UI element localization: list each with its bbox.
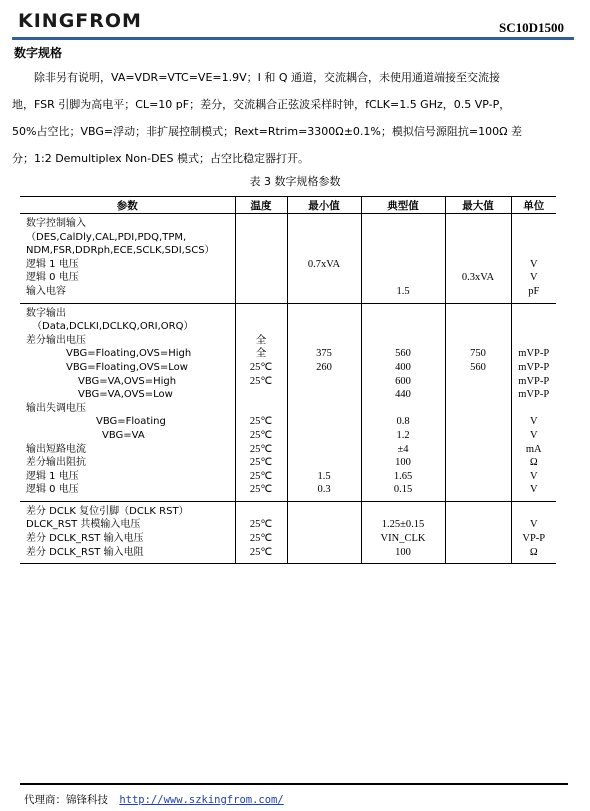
unit-value: V bbox=[529, 416, 538, 428]
max-value bbox=[446, 217, 511, 231]
unit-value: mVP-P bbox=[518, 389, 550, 401]
temp-value bbox=[236, 307, 287, 321]
header-temp: 温度 bbox=[235, 197, 287, 214]
min-value bbox=[288, 217, 361, 231]
footer-link[interactable]: http://www.szkingfrom.com/ bbox=[119, 794, 284, 806]
temp-value bbox=[236, 271, 287, 285]
max-value bbox=[446, 320, 511, 334]
param-value: 输出失调电压 bbox=[26, 402, 86, 414]
min-value bbox=[288, 320, 361, 334]
max-value bbox=[446, 415, 511, 429]
param-value: DLCK_RST 共模输入电压 bbox=[26, 519, 141, 531]
min-value bbox=[288, 518, 361, 532]
unit-value: Ω bbox=[529, 546, 538, 558]
temp-value: 25℃ bbox=[249, 375, 273, 387]
max-value bbox=[446, 443, 511, 457]
max-value bbox=[446, 429, 511, 443]
cell-unit bbox=[511, 214, 556, 304]
typ-value: 1.2 bbox=[396, 429, 410, 441]
max-value bbox=[446, 483, 511, 497]
temp-value bbox=[236, 217, 287, 231]
max-value bbox=[446, 505, 511, 519]
unit-value bbox=[512, 231, 557, 245]
temp-value bbox=[236, 505, 287, 519]
header-min: 最小值 bbox=[287, 197, 361, 214]
param-value: VBG=VA,OVS=Low bbox=[78, 389, 173, 401]
cell-param bbox=[20, 501, 235, 563]
typ-value bbox=[362, 217, 445, 231]
unit-value: pF bbox=[528, 285, 540, 297]
param-value: 逻辑 1 电压 bbox=[26, 470, 79, 482]
param-value: 数字控制输入 bbox=[26, 218, 86, 229]
cell-min bbox=[287, 214, 361, 304]
section-title: 数字规格 bbox=[14, 46, 63, 60]
max-value bbox=[446, 546, 511, 560]
paragraph-line: 地，FSR 引脚为高电平；CL=10 pF；差分，交流耦合正弦波采样时钟，fCLK=1.5 GHz，0.5 VP-P， bbox=[12, 98, 511, 111]
min-value bbox=[288, 271, 361, 285]
typ-value: VIN_CLK bbox=[380, 533, 426, 545]
typ-value bbox=[362, 244, 445, 258]
max-value bbox=[446, 388, 511, 402]
unit-value: mA bbox=[525, 443, 542, 455]
unit-value: V bbox=[529, 429, 538, 441]
footer-divider bbox=[20, 783, 568, 785]
min-value bbox=[288, 546, 361, 560]
unit-value bbox=[512, 505, 557, 519]
max-value bbox=[446, 258, 511, 272]
min-value bbox=[288, 456, 361, 470]
unit-value: V bbox=[529, 470, 538, 482]
param-value: （DES,CalDly,CAL,PDI,PDQ,TPM, bbox=[26, 231, 187, 243]
typ-value bbox=[362, 402, 445, 416]
digital-spec-table bbox=[20, 196, 556, 564]
max-value bbox=[446, 285, 511, 299]
header-max: 最大值 bbox=[445, 197, 511, 214]
unit-value: Ω bbox=[529, 457, 538, 469]
temp-value bbox=[236, 320, 287, 334]
typ-value: 0.15 bbox=[393, 484, 413, 496]
min-value bbox=[288, 402, 361, 416]
min-value bbox=[288, 334, 361, 348]
paragraph-line: 分；1:2 Demultiplex Non-DES 模式；占空比稳定器打开。 bbox=[12, 152, 309, 165]
typ-value bbox=[362, 307, 445, 321]
unit-value: mVP-P bbox=[518, 361, 550, 373]
table-header-row bbox=[20, 197, 556, 214]
cell-param bbox=[20, 214, 235, 304]
max-value: 750 bbox=[470, 348, 486, 360]
param-value: VBG=Floating,OVS=Low bbox=[66, 361, 188, 373]
min-value bbox=[288, 231, 361, 245]
unit-value bbox=[512, 244, 557, 258]
cell-param bbox=[20, 303, 235, 501]
company-logo: KINGFROM bbox=[18, 10, 142, 32]
max-value bbox=[446, 334, 511, 348]
param-value: VBG=VA,OVS=High bbox=[78, 375, 177, 387]
unit-value bbox=[512, 307, 557, 321]
temp-value bbox=[236, 285, 287, 299]
max-value bbox=[446, 532, 511, 546]
typ-value: 1.5 bbox=[396, 285, 410, 297]
min-value bbox=[288, 388, 361, 402]
cell-min bbox=[287, 303, 361, 501]
cell-min bbox=[287, 501, 361, 563]
document-number: SC10D1500 bbox=[498, 20, 564, 35]
header-unit: 单位 bbox=[511, 197, 556, 214]
param-value: VBG=Floating bbox=[96, 416, 166, 428]
unit-value: V bbox=[529, 272, 538, 284]
typ-value: 560 bbox=[395, 348, 411, 360]
max-value bbox=[446, 456, 511, 470]
typ-value bbox=[362, 320, 445, 334]
header-param: 参数 bbox=[20, 197, 235, 214]
temp-value bbox=[236, 244, 287, 258]
param-value: 输入电容 bbox=[26, 285, 66, 297]
temp-value bbox=[236, 402, 287, 416]
param-value: 差分 DCLK_RST 输入电阻 bbox=[26, 546, 144, 558]
param-value: 输出短路电流 bbox=[26, 443, 86, 455]
max-value bbox=[446, 402, 511, 416]
temp-value bbox=[236, 258, 287, 272]
temp-value: 25℃ bbox=[249, 361, 273, 373]
cell-unit bbox=[511, 501, 556, 563]
typ-value: ±4 bbox=[397, 443, 409, 455]
temp-value: 25℃ bbox=[249, 429, 273, 441]
param-value: 逻辑 0 电压 bbox=[26, 272, 79, 284]
temp-value: 25℃ bbox=[249, 416, 273, 428]
min-value bbox=[288, 307, 361, 321]
typ-value bbox=[362, 505, 445, 519]
conditions-paragraph bbox=[12, 64, 572, 172]
max-value bbox=[446, 375, 511, 389]
unit-value bbox=[512, 402, 557, 416]
param-value: 差分输出阻抗 bbox=[26, 457, 86, 469]
temp-value: 25℃ bbox=[249, 546, 273, 558]
param-value: 逻辑 1 电压 bbox=[26, 258, 79, 270]
param-value: VBG=VA bbox=[102, 429, 145, 441]
unit-value: V bbox=[529, 484, 538, 496]
min-value bbox=[288, 532, 361, 546]
typ-value: 100 bbox=[395, 457, 411, 469]
min-value bbox=[288, 415, 361, 429]
temp-value: 25℃ bbox=[249, 470, 273, 482]
cell-max bbox=[445, 303, 511, 501]
temp-value bbox=[236, 388, 287, 402]
typ-value bbox=[362, 231, 445, 245]
cell-typ bbox=[361, 501, 445, 563]
typ-value: 100 bbox=[395, 546, 411, 558]
temp-value: 全 bbox=[255, 348, 267, 360]
typ-value bbox=[362, 258, 445, 272]
typ-value: 400 bbox=[395, 361, 411, 373]
cell-temp bbox=[235, 303, 287, 501]
paragraph-line: 50%占空比；VBG=浮动；非扩展控制模式；Rext=Rtrim=3300Ω±0.1%；模拟信号源阻抗=100Ω 差 bbox=[12, 125, 522, 138]
temp-value: 25℃ bbox=[249, 533, 273, 545]
unit-value: VP-P bbox=[522, 533, 546, 545]
unit-value bbox=[512, 334, 557, 348]
min-value: 0.7xVA bbox=[307, 258, 341, 270]
unit-value: mVP-P bbox=[518, 375, 550, 387]
max-value: 0.3xVA bbox=[461, 272, 495, 284]
temp-value: 25℃ bbox=[249, 484, 273, 496]
typ-value: 1.25±0.15 bbox=[381, 519, 425, 531]
max-value bbox=[446, 518, 511, 532]
param-value: 数字输出 bbox=[26, 307, 66, 319]
min-value bbox=[288, 443, 361, 457]
unit-value: V bbox=[529, 519, 538, 531]
typ-value bbox=[362, 334, 445, 348]
unit-value: mVP-P bbox=[518, 348, 550, 360]
unit-value bbox=[512, 320, 557, 334]
temp-value: 25℃ bbox=[249, 457, 273, 469]
cell-temp bbox=[235, 214, 287, 304]
min-value bbox=[288, 285, 361, 299]
cell-max bbox=[445, 214, 511, 304]
cell-typ bbox=[361, 214, 445, 304]
param-value: （Data,DCLKI,DCLKQ,ORI,ORQ） bbox=[32, 321, 194, 333]
min-value bbox=[288, 429, 361, 443]
cell-typ bbox=[361, 303, 445, 501]
typ-value: 1.65 bbox=[393, 470, 413, 482]
min-value: 1.5 bbox=[317, 470, 331, 482]
param-value: 差分 DCLK 复位引脚（DCLK RST） bbox=[26, 505, 189, 517]
param-value: NDM,FSR,DDRph,ECE,SCLK,SDI,SCS） bbox=[26, 245, 215, 257]
param-value: 逻辑 0 电压 bbox=[26, 484, 79, 496]
header-typ: 典型值 bbox=[361, 197, 445, 214]
cell-unit bbox=[511, 303, 556, 501]
min-value bbox=[288, 244, 361, 258]
footer-label: 代理商：锦锋科技 bbox=[24, 794, 108, 806]
param-value: 差分输出电压 bbox=[26, 334, 86, 346]
table-group-row bbox=[20, 303, 556, 501]
cell-temp bbox=[235, 501, 287, 563]
temp-value bbox=[236, 231, 287, 245]
unit-value bbox=[512, 217, 557, 231]
unit-value: V bbox=[529, 258, 538, 270]
typ-value: 600 bbox=[395, 375, 411, 387]
max-value bbox=[446, 231, 511, 245]
min-value: 260 bbox=[316, 361, 332, 373]
min-value bbox=[288, 375, 361, 389]
table-group-row bbox=[20, 501, 556, 563]
typ-value: 0.8 bbox=[396, 416, 410, 428]
table-group-row bbox=[20, 214, 556, 304]
temp-value: 全 bbox=[255, 334, 267, 346]
cell-max bbox=[445, 501, 511, 563]
param-value: 差分 DCLK_RST 输入电压 bbox=[26, 533, 144, 545]
footer bbox=[24, 792, 284, 807]
min-value: 0.3 bbox=[317, 484, 331, 496]
temp-value: 25℃ bbox=[249, 519, 273, 531]
max-value bbox=[446, 307, 511, 321]
typ-value: 440 bbox=[395, 389, 411, 401]
paragraph-line: 除非另有说明，VA=VDR=VTC=VE=1.9V；I 和 Q 通道，交流耦合，未使用通道端接至交流接 bbox=[12, 71, 501, 84]
param-value: VBG=Floating,OVS=High bbox=[66, 348, 192, 360]
max-value: 560 bbox=[470, 361, 486, 373]
min-value: 375 bbox=[316, 348, 332, 360]
min-value bbox=[288, 505, 361, 519]
max-value bbox=[446, 244, 511, 258]
temp-value: 25℃ bbox=[249, 443, 273, 455]
max-value bbox=[446, 470, 511, 484]
table-caption: 表 3 数字规格参数 bbox=[249, 175, 341, 188]
typ-value bbox=[362, 271, 445, 285]
header-divider bbox=[12, 37, 574, 40]
